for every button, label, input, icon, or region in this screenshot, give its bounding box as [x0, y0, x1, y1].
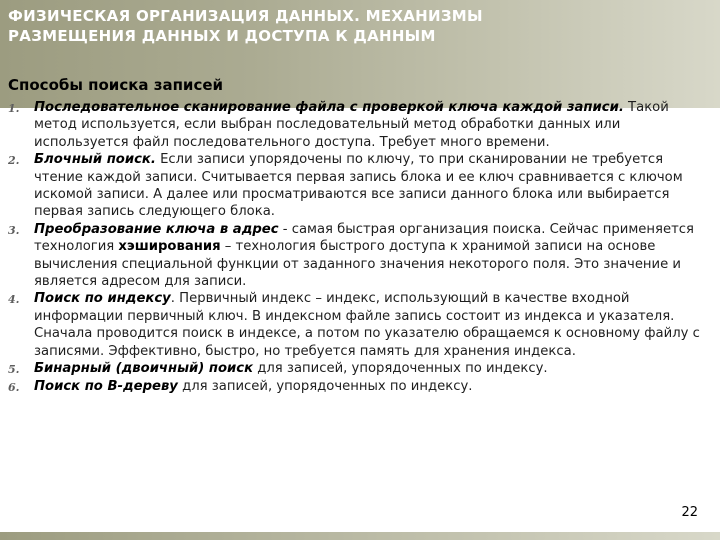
- list-item-key-to-address: [6, 221, 712, 291]
- item-term: Поиск по индексу: [34, 291, 171, 307]
- list-item-block-search: [6, 151, 712, 221]
- item-text: Если записи упорядочены по ключу, то при сканировании не требуется чтение каждой записи. Считывается первая запись блока и ее ключ сравнивается с ключом искомой записи. А далее или просматриваются все записи данного блока или выбирается первая запись следующего блока.: [34, 152, 683, 220]
- slide-title-line-1: ФИЗИЧЕСКАЯ ОРГАНИЗАЦИЯ ДАННЫХ. МЕХАНИЗМЫ: [8, 7, 483, 25]
- list-item-btree-search: [6, 378, 712, 395]
- list-item-index-search: [6, 290, 712, 360]
- item-term: Блочный поиск.: [34, 152, 156, 168]
- list-item-sequential-scan: [6, 99, 712, 151]
- item-term: Поиск по В-дереву: [34, 378, 178, 394]
- list-number: 4.: [8, 293, 20, 307]
- item-text: для записей, упорядоченных по индексу.: [177, 378, 473, 394]
- footer-bar: [0, 532, 720, 540]
- item-text: для записей, упорядоченных по индексу.: [253, 361, 548, 377]
- list-number: 5.: [8, 363, 20, 377]
- item-text: – технология быстрого доступа к хранимой записи на основе вычисления специальной функции от заданного значения некоторого поля. Это значение и является адресом для записи.: [34, 239, 681, 290]
- item-text: . Первичный индекс – индекс, использующий в качестве входной информации первичный ключ. В индексном файле запись состоит из индекса и указателя. Сначала проводится поиск в индексе, а потом по указателю обращаемся к основному файлу с записями. Эффективно, быстро, но требуется память для хранения индекса.: [34, 291, 700, 359]
- item-term: Последовательное сканирование файла с проверкой ключа каждой записи.: [34, 100, 624, 115]
- list-item-binary-search: [6, 360, 712, 377]
- list-number: 2.: [8, 154, 20, 168]
- list-number: 6.: [8, 380, 20, 394]
- slide-title: [8, 6, 708, 46]
- item-text: - самая быстрая организация поиска. Сейчас применяется технология: [34, 221, 694, 255]
- item-term: Преобразование ключа в адрес: [34, 221, 279, 237]
- search-methods-list: [6, 99, 712, 395]
- slide-title-line-2: РАЗМЕЩЕНИЯ ДАННЫХ И ДОСТУПА К ДАННЫМ: [8, 27, 436, 45]
- page-number: 22: [681, 505, 698, 520]
- item-term: Бинарный (двоичный) поиск: [34, 361, 254, 377]
- list-number: 1.: [8, 102, 20, 115]
- section-heading: Способы поиска записей: [8, 76, 224, 94]
- item-bold-term: хэширования: [118, 239, 221, 255]
- item-text: Такой метод используется, если выбран последовательный метод обработки данных или используется файл последовательного доступа. Требует много времени.: [34, 100, 669, 150]
- list-number: 3.: [8, 223, 20, 237]
